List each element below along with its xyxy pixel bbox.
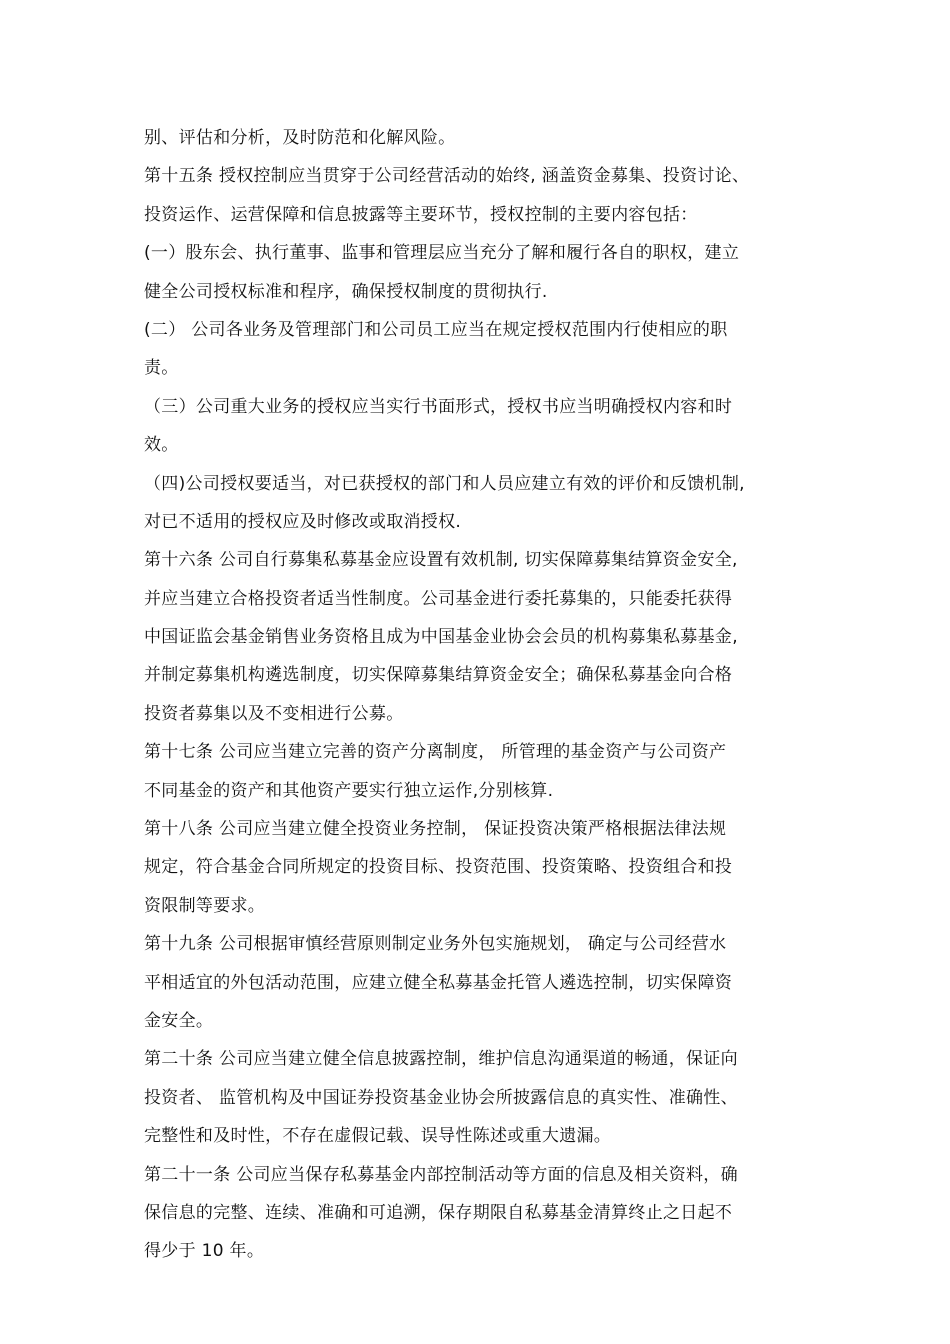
text-line: 并制定募集机构遴选制度，切实保障募集结算资金安全；确保私募基金向合格 xyxy=(144,665,733,686)
text-line: (一）股东会、执行董事、监事和管理层应当充分了解和履行各自的职权，建立 xyxy=(144,243,740,264)
text-line: 不同基金的资产和其他资产要实行独立运作,分别核算. xyxy=(144,780,554,801)
text-line: 资限制等要求。 xyxy=(144,895,266,916)
text-line: 保信息的完整、连续、准确和可追溯，保存期限自私募基金清算终止之日起不 xyxy=(144,1202,733,1223)
text-line: (二） 公司各业务及管理部门和公司员工应当在规定授权范围内行使相应的职 xyxy=(144,319,728,340)
document-body xyxy=(144,119,824,1271)
text-line: 第十八条 公司应当建立健全投资业务控制， 保证投资决策严格根据法律法规 xyxy=(144,819,727,840)
text-line: 并应当建立合格投资者适当性制度。公司基金进行委托募集的，只能委托获得 xyxy=(144,588,733,609)
text-line: 投资运作、运营保障和信息披露等主要环节，授权控制的主要内容包括： xyxy=(144,204,698,225)
text-line: 平相适宜的外包活动范围，应建立健全私募基金托管人遴选控制，切实保障资 xyxy=(144,972,733,993)
text-line: 第十七条 公司应当建立完善的资产分离制度， 所管理的基金资产与公司资产 xyxy=(144,742,727,763)
text-line: 第二十一条 公司应当保存私募基金内部控制活动等方面的信息及相关资料，确 xyxy=(144,1164,738,1185)
text-line: 得少于 10 年。 xyxy=(144,1241,265,1262)
text-line: （四)公司授权要适当，对已获授权的部门和人员应建立有效的评价和反馈机制, xyxy=(144,473,745,494)
text-line: 第十五条 授权控制应当贯穿于公司经营活动的始终, 涵盖资金募集、投资讨论、 xyxy=(144,166,750,187)
text-line: 规定，符合基金合同所规定的投资目标、投资范围、投资策略、投资组合和投 xyxy=(144,857,733,878)
text-line: 金安全。 xyxy=(144,1010,214,1031)
text-line: 第十六条 公司自行募集私募基金应设置有效机制, 切实保障募集结算资金安全, xyxy=(144,550,738,571)
text-line: 第二十条 公司应当建立健全信息披露控制，维护信息沟通渠道的畅通，保证向 xyxy=(144,1049,738,1070)
text-line: 中国证监会基金销售业务资格且成为中国基金业协会会员的机构募集私募基金, xyxy=(144,627,738,648)
text-line: 效。 xyxy=(144,435,179,456)
text-line: 完整性和及时性，不存在虚假记载、误导性陈述或重大遗漏。 xyxy=(144,1126,612,1147)
text-line: （三）公司重大业务的授权应当实行书面形式，授权书应当明确授权内容和时 xyxy=(144,396,733,417)
text-line: 责。 xyxy=(144,358,179,379)
text-line: 健全公司授权标准和程序，确保授权制度的贯彻执行. xyxy=(144,281,548,302)
text-line: 投资者、 监管机构及中国证券投资基金业协会所披露信息的真实性、准确性、 xyxy=(144,1087,738,1108)
text-line: 别、评估和分析，及时防范和化解风险。 xyxy=(144,128,456,148)
text-line: 对已不适用的授权应及时修改或取消授权. xyxy=(144,511,462,532)
text-line: 第十九条 公司根据审慎经营原则制定业务外包实施规划， 确定与公司经营水 xyxy=(144,934,727,955)
text-line: 投资者募集以及不变相进行公募。 xyxy=(144,703,404,724)
